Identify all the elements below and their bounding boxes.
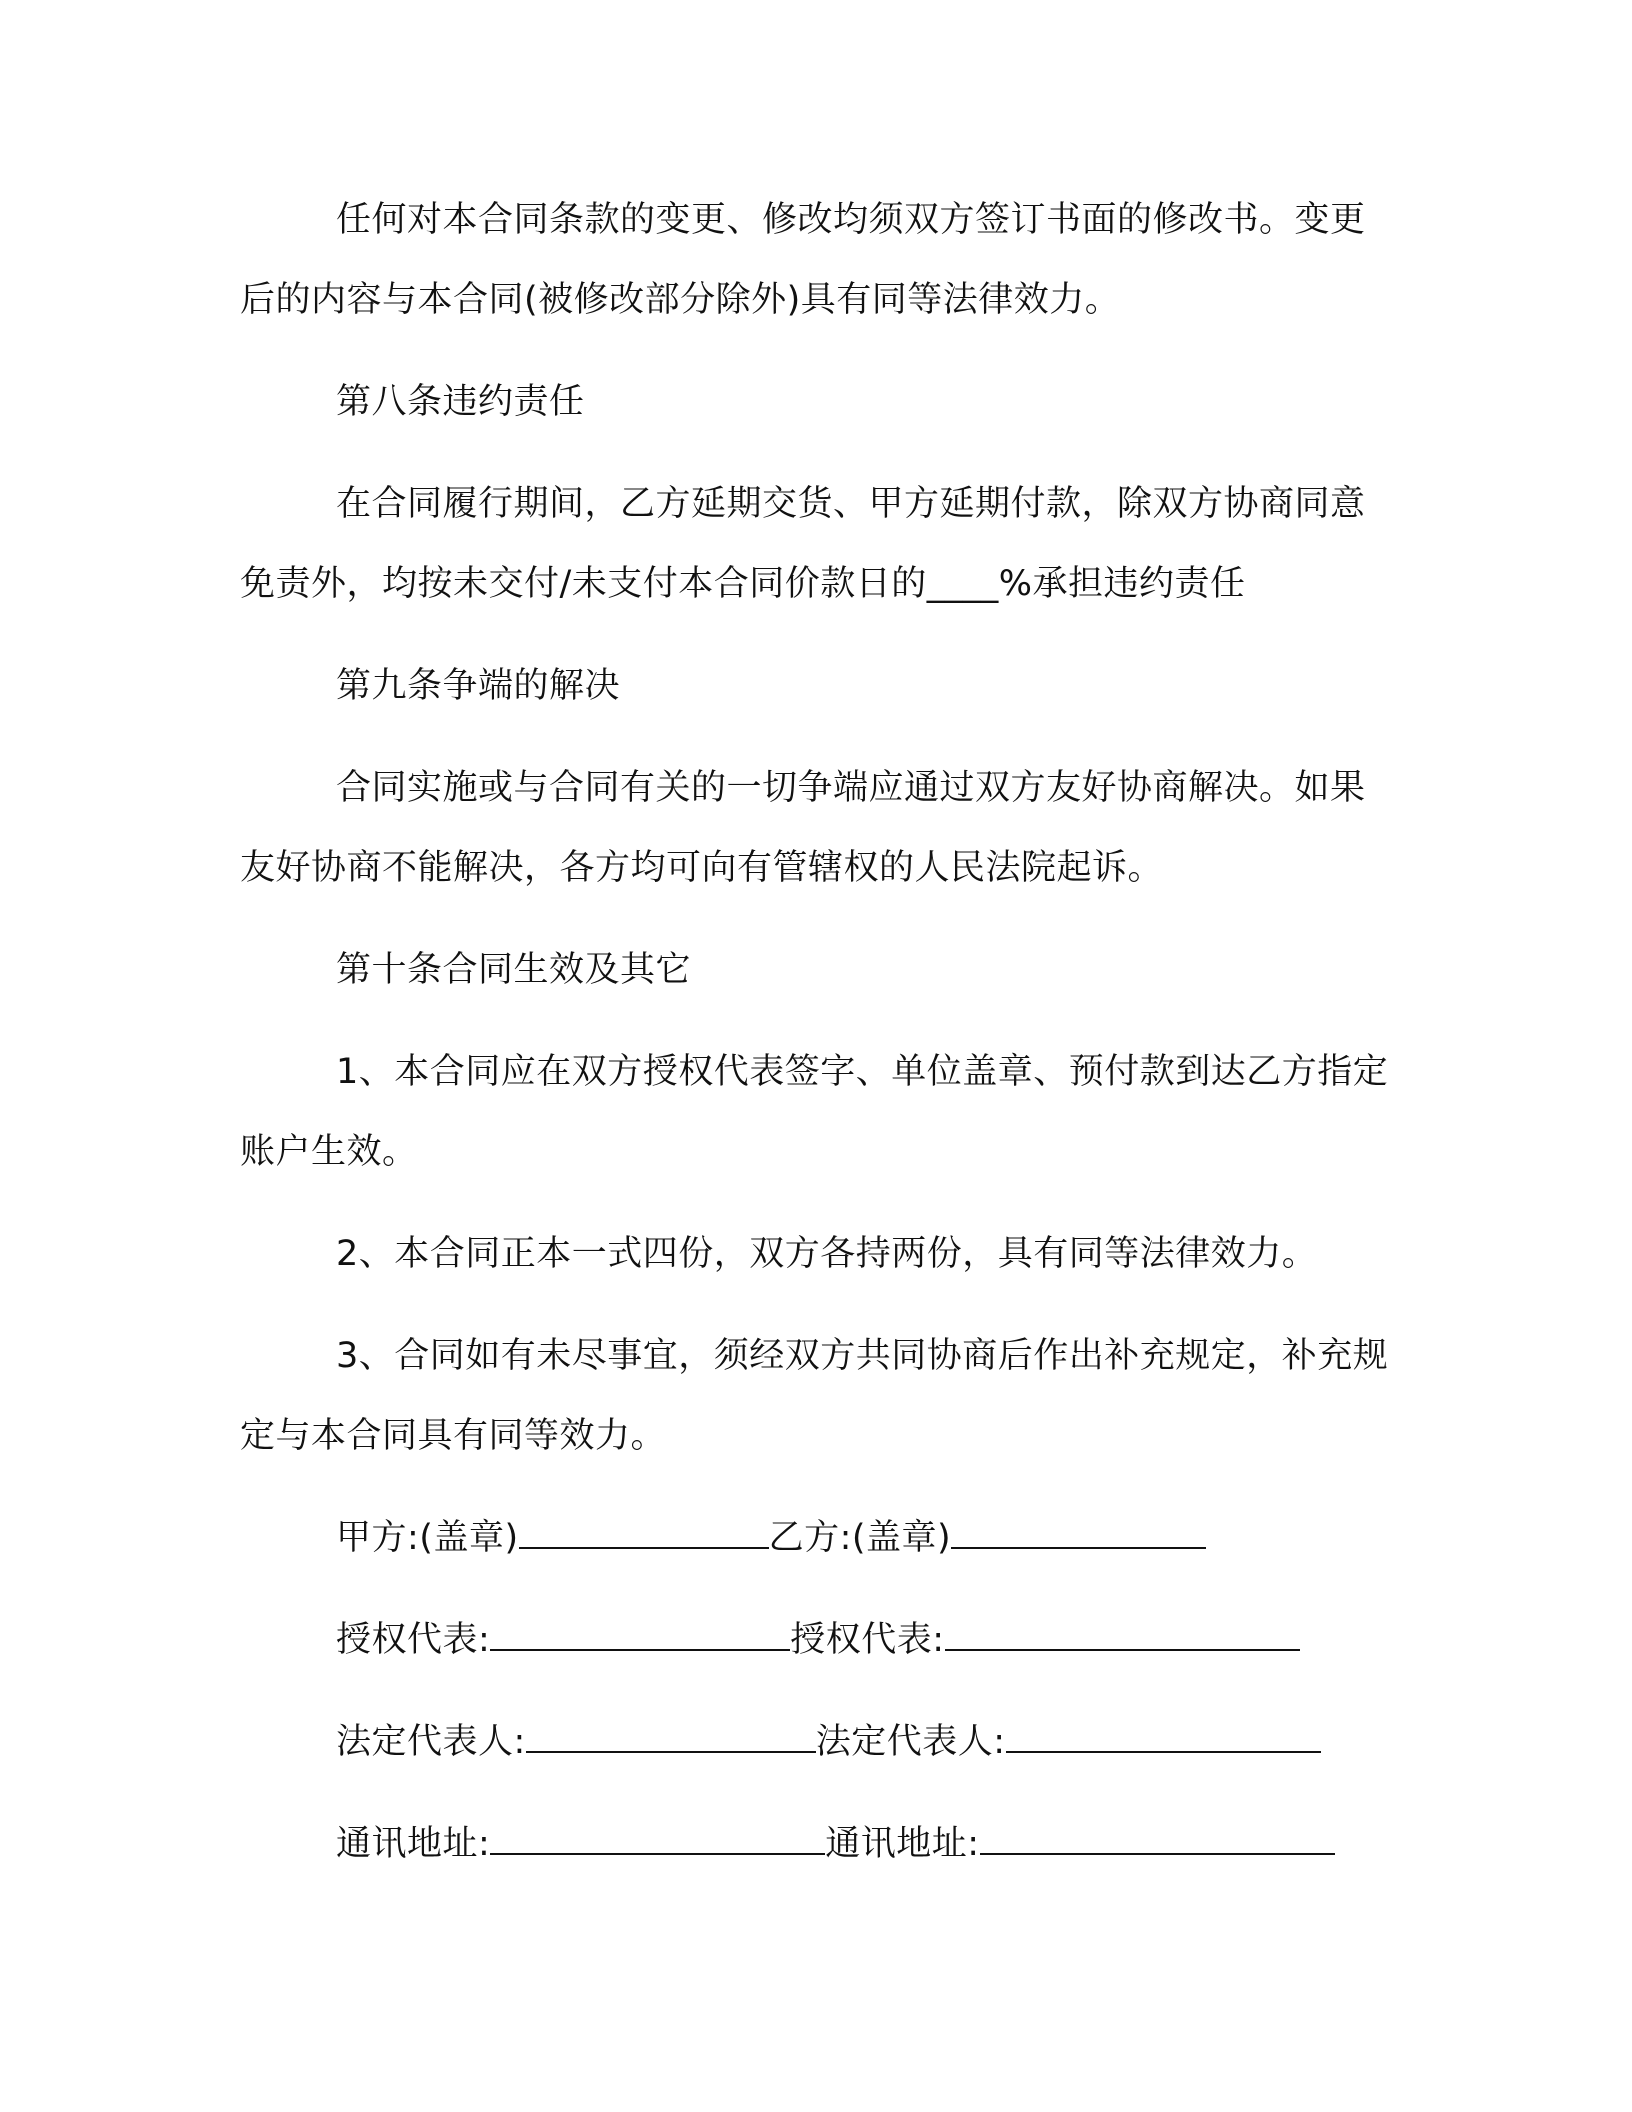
paragraph-clause-2: 2、本合同正本一式四份，双方各持两份，具有同等法律效力。 [336, 1234, 1318, 1274]
legal-rep-b-label: 法定代表人: [815, 1722, 1006, 1762]
address-b-field [825, 1804, 1334, 1884]
document-body [240, 180, 1390, 1906]
paragraph-amendment: 任何对本合同条款的变更、修改均须双方签订书面的修改书。变更后的内容与本合同(被修改部分除外)具有同等法律效力。 [240, 200, 1366, 320]
address-a-field [336, 1804, 825, 1884]
auth-rep-a-label: 授权代表: [336, 1620, 491, 1660]
heading-article-9: 第九条争端的解决 [336, 666, 621, 706]
auth-rep-b-field [790, 1600, 1299, 1680]
legal-rep-a-blank[interactable] [526, 1721, 816, 1753]
party-a-seal-blank[interactable] [519, 1517, 769, 1549]
legal-rep-b-field [816, 1702, 1321, 1782]
party-b-seal-blank[interactable] [951, 1517, 1206, 1549]
auth-rep-b-blank[interactable] [945, 1619, 1300, 1651]
address-b-label: 通讯地址: [825, 1824, 980, 1864]
address-a-label: 通讯地址: [336, 1824, 491, 1864]
signature-row-address [336, 1804, 1390, 1884]
heading-article-8: 第八条违约责任 [336, 382, 585, 422]
auth-rep-b-label: 授权代表: [790, 1620, 945, 1660]
legal-rep-b-blank[interactable] [1006, 1721, 1321, 1753]
party-a-seal-field [336, 1498, 769, 1578]
signature-row-legal-rep [336, 1702, 1390, 1782]
paragraph-breach-liability: 在合同履行期间，乙方延期交货、甲方延期付款，除双方协商同意免责外，均按未交付/未支付本合同价款日的____%承担违约责任 [240, 484, 1366, 604]
auth-rep-a-field [336, 1600, 790, 1680]
paragraph-clause-3: 3、合同如有未尽事宜，须经双方共同协商后作出补充规定，补充规定与本合同具有同等效力。 [240, 1336, 1389, 1456]
signature-row-auth-rep [336, 1600, 1390, 1680]
auth-rep-a-blank[interactable] [490, 1619, 790, 1651]
signature-row-seal [336, 1498, 1390, 1578]
address-a-blank[interactable] [490, 1823, 825, 1855]
party-b-seal-field [769, 1498, 1207, 1578]
paragraph-clause-1: 1、本合同应在双方授权代表签字、单位盖章、预付款到达乙方指定账户生效。 [240, 1052, 1389, 1172]
legal-rep-a-field [336, 1702, 816, 1782]
heading-article-10: 第十条合同生效及其它 [336, 950, 692, 990]
party-a-seal-label: 甲方:(盖章) [336, 1518, 519, 1558]
legal-rep-a-label: 法定代表人: [336, 1722, 526, 1762]
address-b-blank[interactable] [980, 1823, 1335, 1855]
paragraph-dispute-resolution: 合同实施或与合同有关的一切争端应通过双方友好协商解决。如果友好协商不能解决，各方均可向有管辖权的人民法院起诉。 [240, 768, 1366, 888]
party-b-seal-label: 乙方:(盖章) [768, 1518, 952, 1558]
